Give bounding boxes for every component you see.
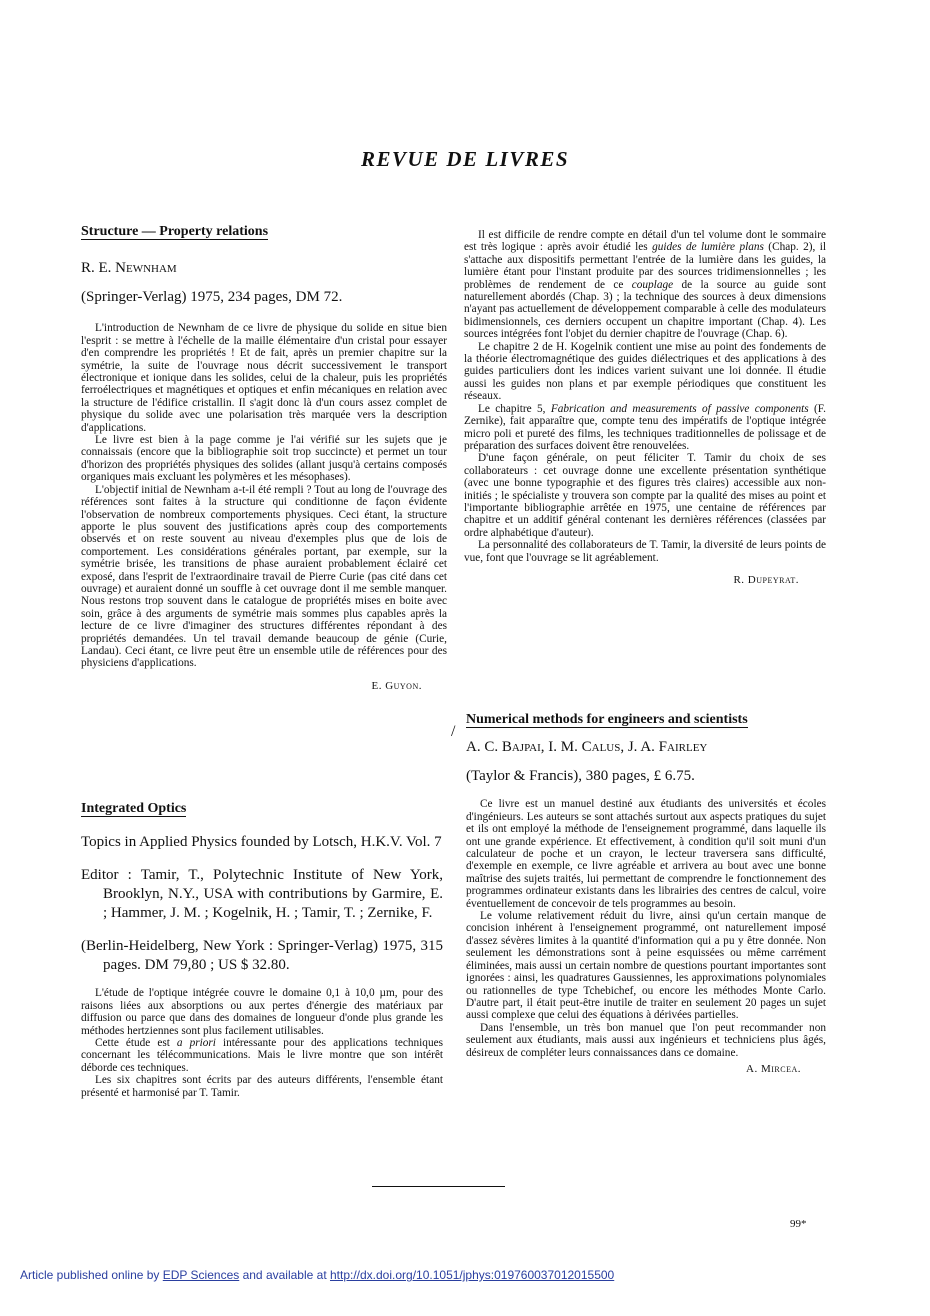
paragraph: Dans l'ensemble, un très bon manuel que l'on peut recommander non seulement aux étudiants, mais aussi aux ingénieurs et techniciens plus âgés, désireux de compléter leurs connaissances dans ce domaine. — [466, 1021, 826, 1059]
review-series: Topics in Applied Physics founded by Lotsch, H.K.V. Vol. 7 — [81, 834, 442, 851]
paragraph: Le volume relativement réduit du livre, ainsi qu'un certain manque de concision inhérent à l'enseignement programmé, ont naturellement imposé d'assez sévères limites à la quantité d'information qui a pu y être donnée. Non seulement les démonstrations sont à peine esquissées ou même carrément éliminées, mais aussi un certain nombre de questions pourtant importantes sont ignorées : ainsi, les quadratures Gaussiennes, les approximations polynomiales ou rationnelles de type Tchebichef, ou encore les méthodes Monte Carlo. D'autre part, il était peut-être inutile de traiter en seulement 20 pages un sujet aussi complexe que celui des équations à dérivées partielles. — [466, 910, 826, 1022]
review-heading: Structure — Property relations — [81, 224, 269, 239]
review-signature: A. Mircea. — [746, 1062, 801, 1075]
page-title: REVUE DE LIVRES — [360, 147, 570, 171]
paragraph: Le chapitre 5, Fabrication and measurements of passive components (F. Zernike), fait apparaître que, compte tenu des impératifs de l'optique intégrée micro poli et pureté des films, les techniques traditionnelles de polissage et de préparation des surfaces doivent être renouvelées. — [464, 402, 826, 452]
paragraph: Cette étude est a priori intéressante pour des applications techniques concernant les télécommunications. Mais le livre montre que son intérêt déborde ces techniques. — [81, 1037, 443, 1074]
page-number: 99* — [790, 1218, 807, 1230]
review-integrated-optics-continued — [464, 229, 826, 586]
paragraph: L'introduction de Newnham de ce livre de physique du solide en situe bien l'esprit : se mettre à l'échelle de la maille élémentaire d'un cristal pour essayer d'en comprendre les propriétés ! Et de fait, après un premier chapitre sur la symétrie, la suite de l'ouvrage nous décrit successivement le transport électronique et ionique dans les solides, celui de la chaleur, puis les propriétés ferroélectriques et magnétiques et optiques et enfin mécaniques en relation avec la structure de l'édifice cristallin. Il s'agit donc là d'un cours assez complet de physique du solide avec une polarisation très marquée vers la description d'applications. — [81, 322, 447, 434]
review-editor: Editor : Tamir, T., Polytechnic Institute of New York, Brooklyn, N.Y., USA with contributions by Garmire, E. ; Hammer, J. M. ; Kogelnik, H. ; Tamir, T. ; Zernike, F. — [81, 867, 443, 922]
end-rule — [372, 1186, 505, 1187]
paragraph: L'étude de l'optique intégrée couvre le domaine 0,1 à 10,0 µm, pour des raisons liées aux absorptions ou aux pertes d'énergie des matériaux par diffusion ou parce que dans des domaines de longueur d'onde plus grande les méthodes hertziennes sont plus facilement utilisables. — [81, 987, 443, 1037]
paragraph: Les six chapitres sont écrits par des auteurs différents, l'ensemble étant présenté et harmonisé par T. Tamir. — [81, 1074, 443, 1099]
paragraph: L'objectif initial de Newnham a-t-il été rempli ? Tout au long de l'ouvrage des références sont faites à la structure qui conditionne de façon évidente l'observation de nombreux comportements physiques. Ceci étant, la structure apporte le plus souvent des justifications après coup des comportements observés et on reste souvent au niveau d'exemples plus que de lois de comportement. Les considérations générales portant, par exemple, sur la symétrie brisée, les transitions de phase auraient probablement éclairé cet exposé, dans l'esprit de l'extraordinaire travail de Pierre Curie (pas cité dans cet ouvrage) et auraient donné un souffle à cet ouvrage dont il me semble manquer. Nous restons trop souvent dans le catalogue de propriétés mises en boite avec soin, grâce à des arguments de symétrie mais sommes plus capables après la lecture de ce livre d'imaginer des structures différentes répondant à des propriétés demandées. Un tel travail demande beaucoup de génie (Curie, Landau). Ceci étant, ce livre peut être un ensemble utile de références pour des physiciens d'applications. — [81, 483, 447, 670]
review-authors: A. C. Bajpai, I. M. Calus, J. A. Fairley — [466, 739, 708, 756]
doi-link[interactable]: http://dx.doi.org/10.1051/jphys:019760037012015500 — [329, 1268, 615, 1282]
review-publisher: (Springer-Verlag) 1975, 234 pages, DM 72. — [81, 289, 343, 306]
review-signature: R. Dupeyrat. — [733, 573, 799, 586]
paragraph: Il est difficile de rendre compte en détail d'un tel volume dont le sommaire est très logique : après avoir étudié les guides de lumière plans (Chap. 2), il s'attache aux dispositifs permettant l'entrée de la lumière dans les guides, la lumière étant pour l'instant produite par des sources tridimensionnelles ; les problèmes de rendement de ce couplage de la source au guide sont naturellement abordés (Chap. 3) ; la technique des sources à deux dimensions n'ayant pas actuellement de développement comparable à celle des modulateurs bidimensionnels, ces derniers occupent un chapitre important (Chap. 4). Les sources intégrées font l'objet du dernier chapitre de l'ouvrage (Chap. 6). — [464, 229, 827, 341]
footer-middle: and available at — [239, 1268, 330, 1282]
review-signature: E. Guyon. — [371, 679, 422, 692]
review-numerical-methods — [466, 714, 826, 1075]
review-publisher: (Berlin-Heidelberg, New York : Springer-Verlag) 1975, 315 pages. DM 79,80 ; US $ 32.80. — [81, 938, 443, 974]
review-structure — [81, 226, 447, 692]
paragraph: Le livre est bien à la page comme je l'ai vérifié sur les sujets que je connaissais (encore que la bibliographie soit trop succincte) et permet un tour d'horizon des propriétés physiques des solides (allant jusqu'à certains composés organiques mais excluant les polymères et les mésophases). — [81, 434, 447, 484]
paragraph: Ce livre est un manuel destiné aux étudiants des universités et écoles d'ingénieurs. Les auteurs se sont attachés surtout aux aspects pratiques du sujet et ils ont employé la méthode de l'enseignement programmé, dans laquelle ils ont une grande expérience. Et effectivement, à condition qu'il soit muni d'un calculateur de poche et un crayon, le lecteur traversera sans difficulté, d'exemple en exemple, ce livre agréable et arrivera au bout avec une bonne maîtrise des sujets traités, lui permettant de comprendre le fonctionnement des programmes ordinateur existants dans les librairies des centres de calcul, voire éventuellement de concevoir de tels programmes au besoin. — [466, 798, 826, 910]
paragraph: Le chapitre 2 de H. Kogelnik contient une mise au point des fondements de la théorie électromagnétique des guides diélectriques et des applications à des guides particuliers dont les indices varient suivant une loi donnée. Il étudie aussi les guides non plans et par exemple périodiques que constituent les réseaux. — [464, 340, 826, 403]
footer — [20, 1268, 614, 1282]
margin-mark: / — [451, 723, 456, 740]
review-integrated-optics — [81, 803, 443, 1099]
paragraph: La personnalité des collaborateurs de T. Tamir, la diversité de leurs points de vue, font que l'ouvrage se lit agréablement. — [464, 539, 826, 564]
review-heading: Numerical methods for engineers and scientists — [466, 712, 748, 727]
review-author: R. E. Newnham — [81, 260, 177, 277]
review-publisher: (Taylor & Francis), 380 pages, £ 6.75. — [466, 768, 695, 785]
footer-prefix: Article published online by — [20, 1268, 163, 1282]
paragraph: D'une façon générale, on peut féliciter T. Tamir du choix de ses collaborateurs : cet ouvrage donne une excellente présentation synthétique (avec une bonne typographie et des figures très claires) accessible aux non-initiés ; le spécialiste y trouvera son compte par la qualité des mises au point et l'importante bibliographie arrêtée en 1975, une centaine de références par chapitre et un additif général contenant les dernières références (classées par ordre alphabétique d'auteur). — [464, 452, 826, 539]
review-heading: Integrated Optics — [81, 801, 187, 816]
publisher-link[interactable]: EDP Sciences — [162, 1268, 240, 1282]
